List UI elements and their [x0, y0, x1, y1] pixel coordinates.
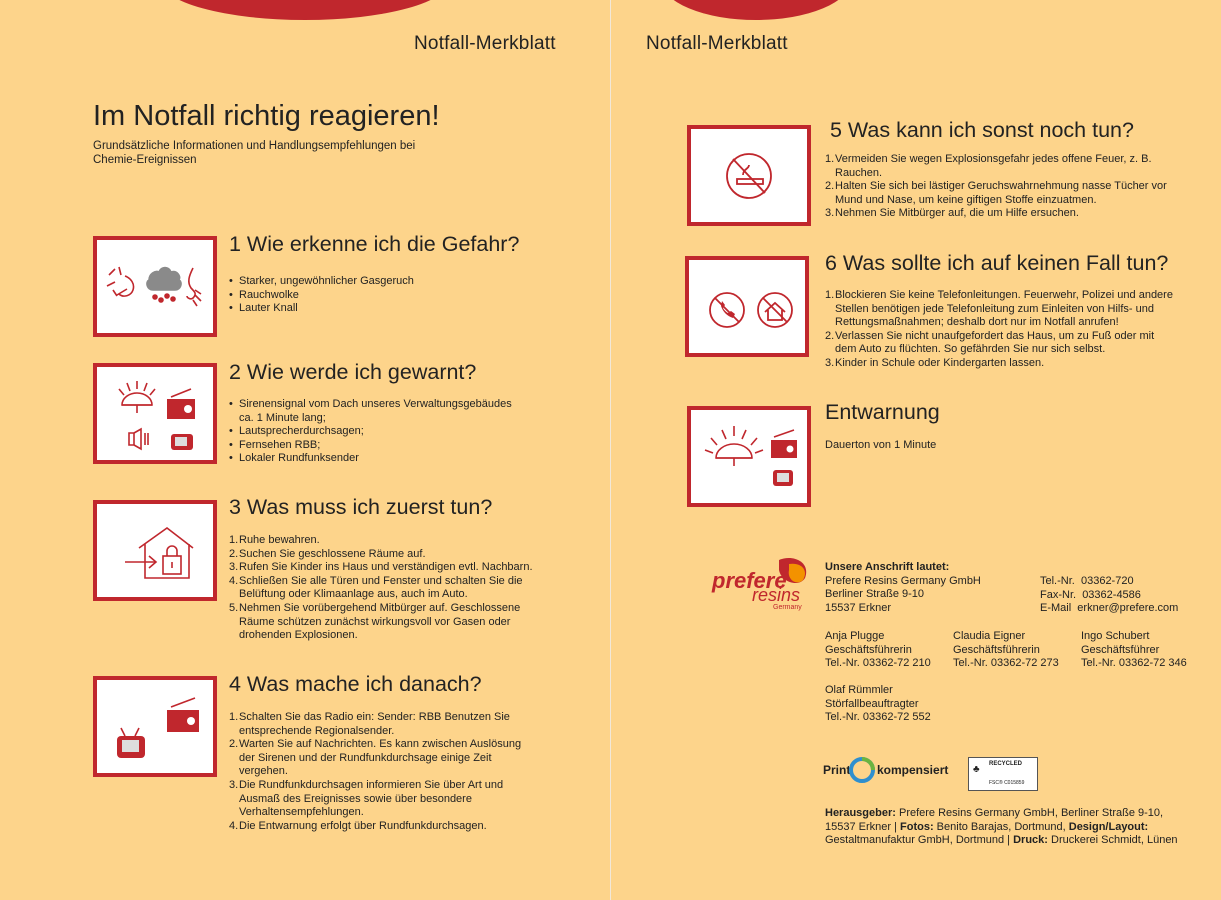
list-item: • Rauchwolke — [229, 289, 529, 303]
list-item: • Starker, ungewöhnlicher Gasgeruch — [229, 275, 529, 289]
header-left: Notfall-Merkblatt — [414, 33, 556, 54]
entwarnung-title: Entwarnung — [825, 400, 940, 424]
section-4-title: 4 Was mache ich danach? — [229, 672, 482, 696]
entwarnung-text: Dauerton von 1 Minute — [825, 439, 937, 451]
list-item: • Lokaler Rundfunksender — [229, 452, 529, 466]
list-item: • Lauter Knall — [229, 302, 529, 316]
siren-radio-tv-icon — [93, 363, 217, 464]
left-page — [0, 0, 610, 900]
siren-radio-tv-icon — [687, 406, 811, 507]
list-item: 3. Kinder in Schule oder Kindergarten lassen. — [825, 356, 1045, 369]
house-lock-icon — [93, 500, 217, 601]
header-right: Notfall-Merkblatt — [646, 33, 788, 54]
no-smoking-icon — [687, 125, 811, 226]
contact-numbers: Tel.-Nr. 03362-720 Fax-Nr. 03362-4586 E-Mail erkner@prefere.com — [1040, 575, 1179, 615]
list-item: 1. Ruhe bewahren. — [229, 534, 320, 546]
prefere-logo-text2: resins — [752, 585, 801, 605]
list-item: 3. Die Rundfunkdurchsagen informieren Sie über Art und Ausmaß des Ereignisses sowie über besondere Verhaltensempfehlungen. — [229, 778, 504, 819]
section-5-list — [825, 153, 1170, 221]
list-item: 1. Schalten Sie das Radio ein: Sender: RBB Benutzen Sie entsprechende Regionalsender. — [229, 711, 510, 737]
section-3-title: 3 Was muss ich zuerst tun? — [229, 495, 493, 519]
section-2-list — [229, 398, 529, 466]
contact-person: Anja Plugge Geschäftsführerin Tel.-Nr. 03362-72 210 — [825, 630, 931, 670]
section-6-title: 6 Was sollte ich auf keinen Fall tun? — [825, 251, 1169, 275]
list-item: 3. Nehmen Sie Mitbürger auf, die um Hilfe ersuchen. — [825, 207, 1079, 220]
list-item: 5. Nehmen Sie vorübergehend Mitbürger auf. Geschlossene Räume schützen zunächst wirkungsvoll vor Gasen oder drohenden Explosionen. — [229, 601, 521, 642]
imprint: Herausgeber: Prefere Resins Germany GmbH, Berliner Straße 9-10, 15537 Erkner | Fotos: Benito Barajas, Dortmund, Design/Layout: Gestaltmanufaktur GmbH, Dortmund | Druck: Druckerei Schmidt, Lünen — [825, 807, 1178, 847]
co2-icon — [849, 757, 875, 783]
list-item: 1. Vermeiden Sie wegen Explosionsgefahr jedes offene Feuer, z. B. Rauchen. — [825, 153, 1152, 179]
no-phone-no-leave-icon — [685, 256, 809, 357]
prefere-logo-text3: Germany — [773, 604, 802, 611]
contact-address: Unsere Anschrift lautet: Prefere Resins Germany GmbH Berliner Straße 9-10 15537 Erkner — [825, 561, 981, 614]
page-title: Im Notfall richtig reagieren! — [93, 100, 440, 132]
fsc-tree-icon: ♣ — [973, 764, 980, 775]
list-item: • Fernsehen RBB; — [229, 439, 529, 453]
list-item: 4. Die Entwarnung erfolgt über Rundfunkdurchsagen. — [229, 819, 487, 832]
prefere-logo-text: prefere — [712, 568, 787, 593]
list-item: 2. Verlassen Sie nicht unaufgefordert das Haus, um zu Fuß oder mit dem Auto zu flüchten. So gefährden Sie nur sich selbst. — [825, 329, 1155, 356]
radio-tv-icon — [93, 676, 217, 777]
section-3-list — [229, 534, 534, 643]
email-link[interactable]: erkner@prefere.com — [1077, 602, 1179, 615]
print-compensated-logo: Print kompensiert — [823, 757, 943, 789]
contact-person: Claudia Eigner Geschäftsführerin Tel.-Nr. 03362-72 273 — [953, 630, 1059, 670]
fsc-recycled-logo: ♣ RECYCLED FSC® C015859 — [968, 757, 1038, 791]
section-4-list — [229, 711, 534, 833]
contact-person: Ingo Schubert Geschäftsführer Tel.-Nr. 03362-72 346 — [1081, 630, 1187, 670]
page-subtitle: Grundsätzliche Informationen und Handlungsempfehlungen bei Chemie-Ereignissen — [93, 140, 416, 166]
list-item: 2. Suchen Sie geschlossene Räume auf. — [229, 547, 426, 560]
list-item: 4. Schließen Sie alle Türen und Fenster und schalten Sie die Belüftung oder Klimaanlage aus, auch im Auto. — [229, 574, 523, 601]
list-item: • Sirenensignal vom Dach unseres Verwaltungsgebäudes ca. 1 Minute lang; — [229, 398, 529, 425]
section-5-title: 5 Was kann ich sonst noch tun? — [830, 118, 1134, 142]
contact-person: Olaf Rümmler Störfallbeauftragter Tel.-Nr. 03362-72 552 — [825, 684, 931, 724]
list-item: 2. Halten Sie sich bei lästiger Geruchswahrnehmung nasse Tücher vor Mund und Nase, um keine giftigen Stoffe einzuatmen. — [825, 180, 1167, 206]
section-6-list — [825, 289, 1175, 371]
section-1-list — [229, 275, 529, 316]
section-1-title: 1 Wie erkenne ich die Gefahr? — [229, 232, 520, 256]
list-item: 2. Warten Sie auf Nachrichten. Es kann zwischen Auslösung der Sirenen und der Rundfunkdurchsage einige Zeit vergehen. — [229, 738, 522, 778]
section-2-title: 2 Wie werde ich gewarnt? — [229, 360, 477, 384]
list-item: • Lautsprecherdurchsagen; — [229, 425, 529, 439]
red-header-shape — [661, 0, 851, 20]
red-header-shape — [160, 0, 450, 20]
list-item: 1. Blockieren Sie keine Telefonleitungen. Feuerwehr, Polizei und andere Stellen benötigen jede Telefonleitung zum Einleiten von Hilfs- und Rettungsmaßnahmen; deshalb dort nur im Notfall anrufen! — [825, 289, 1173, 329]
smell-smoke-explosion-icon — [93, 236, 217, 337]
list-item: 3. Rufen Sie Kinder ins Haus und verständigen evtl. Nachbarn. — [229, 561, 533, 574]
